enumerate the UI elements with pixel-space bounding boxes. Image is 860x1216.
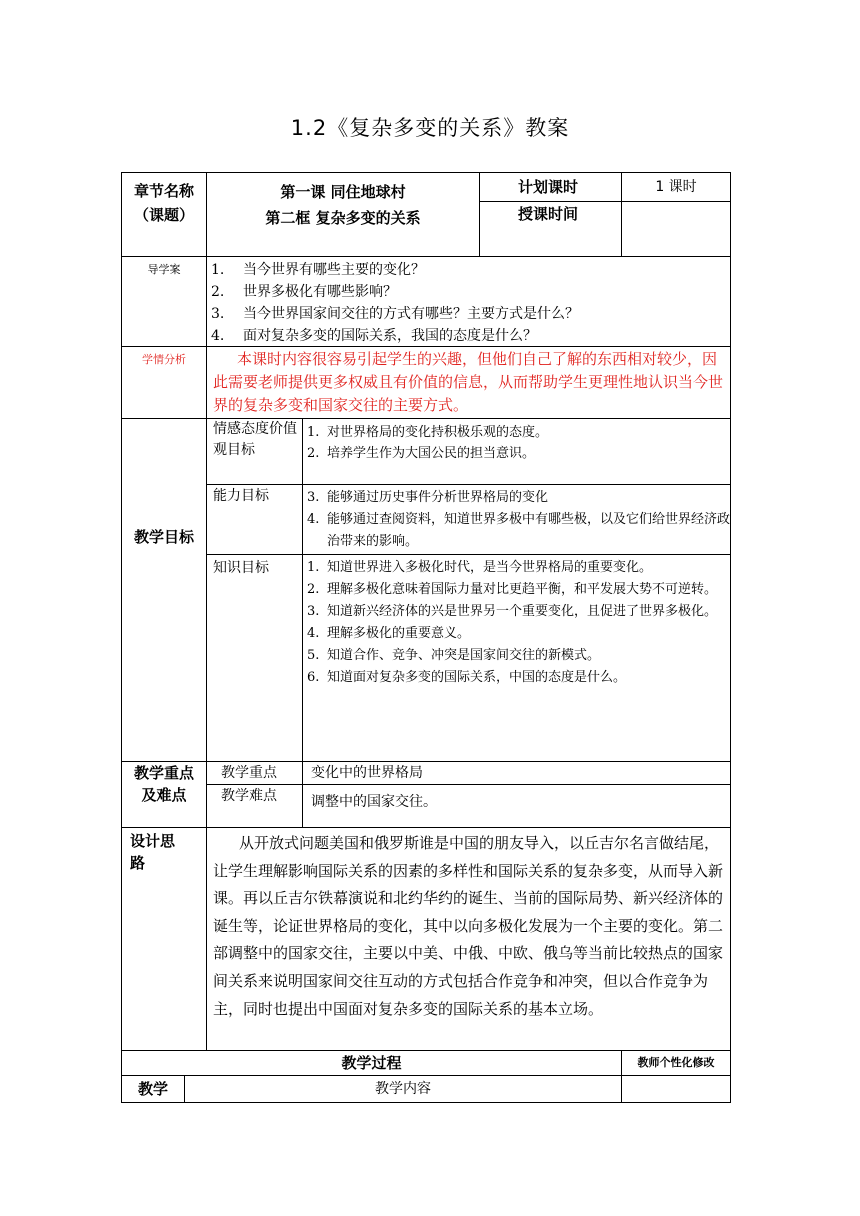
list-item: 2. 理解多极化意味着国际力量对比更趋平衡，和平发展大势不可逆转。 [307,582,718,597]
list-item: 3. 知道新兴经济体的兴是世界另一个重要变化，且促进了世界多极化。 [307,604,718,619]
knowledge-cell [302,554,731,762]
list-item: 5. 知道合作、竞争、冲突是国家间交往的新模式。 [307,648,601,663]
list-item: 2. 培养学生作为大国公民的担当意识。 [307,446,536,461]
analysis-label: 学情分析 [121,346,207,419]
guide-list [207,259,730,347]
ability-cell [302,484,731,555]
teacher-modify-header: 教师个性化修改 [621,1050,731,1076]
difficulty-label: 教学难点 [206,784,303,828]
focus-label: 教学重点 [206,761,303,785]
list-item: 1. 对世界格局的变化持积极乐观的态度。 [307,425,549,440]
list-item: 2. 世界多极化有哪些影响？ [211,284,397,300]
objectives-label: 教学目标 [121,418,207,762]
keypoints-label: 教学重点及难点 [121,761,207,828]
chapter-name-cell [206,172,480,257]
list-item: 3. 当今世界国家间交往的方式有哪些？主要方式是什么？ [211,306,579,322]
teach-time-value [621,201,731,257]
plan-hours-value: 1 课时 [621,172,731,202]
ability-list [303,487,730,553]
chapter-label: 章节名称（课题） [121,172,207,257]
content-column-header: 教学内容 [184,1075,622,1103]
list-item: 6. 知道面对复杂多变的国际关系，中国的态度是什么。 [307,670,627,685]
design-label: 设计思路 [121,827,207,1051]
process-header: 教学过程 [121,1050,622,1076]
list-item: 4. 理解多极化的重要意义。 [307,626,471,641]
knowledge-list [303,557,730,689]
design-cell: 从开放式问题美国和俄罗斯谁是中国的朋友导入，以丘吉尔名言做结尾，让学生理解影响国际关系的因素的多样性和国际关系的复杂多变，从而导入新课。再以丘吉尔铁幕演说和北约华约的诞生、当前的国际局势、新兴经济体的诞生等，论证世界格局的变化，其中以向多极化发展为一个主要的变化。第二部调整中的国家交往，主要以中美、中俄、中欧、俄乌等当前比较热点的国家间关系来说明国家间交往互动的方式包括合作竞争和冲突，但以合作竞争为主，同时也提出中国面对复杂多变的国际关系的基本立场。 [206,827,731,1051]
list-item: 1. 知道世界进入多极化时代，是当今世界格局的重要变化。 [307,560,653,575]
teacher-modify-cell [621,1075,731,1103]
analysis-cell: 本课时内容很容易引起学生的兴趣，但他们自己了解的东西相对较少，因此需要老师提供更多权威且有价值的信息，从而帮助学生更理性地认识当今世界的复杂多变和国家交往的主要方式。 [206,346,731,419]
ability-label: 能力目标 [206,484,303,555]
teach-time-label: 授课时间 [479,201,622,257]
guide-cell [206,256,731,347]
list-item: 4. 能够通过查阅资料，知道世界多极中有哪些极，以及它们给世界经济政治带来的影响。 [307,512,731,549]
chapter-line-2: 第二框 复杂多变的关系 [265,209,421,227]
chapter-line-1: 第一课 同住地球村 [280,183,406,201]
emotion-cell [302,418,731,485]
step-column-header: 教学 [121,1075,185,1103]
focus-value: 变化中的世界格局 [302,761,731,785]
list-item: 3. 能够通过历史事件分析世界格局的变化 [307,490,549,505]
emotion-list [303,422,730,464]
difficulty-value: 调整中的国家交往。 [302,784,731,828]
knowledge-label: 知识目标 [206,554,303,762]
list-item: 1. 当今世界有哪些主要的变化？ [211,262,425,278]
guide-label: 导学案 [121,256,207,347]
plan-hours-label: 计划课时 [479,172,622,202]
list-item: 4. 面对复杂多变的国际关系，我国的态度是什么？ [211,328,537,344]
document-title: 1.2《复杂多变的关系》教案 [290,116,570,140]
emotion-label: 情感态度价值观目标 [206,418,303,485]
